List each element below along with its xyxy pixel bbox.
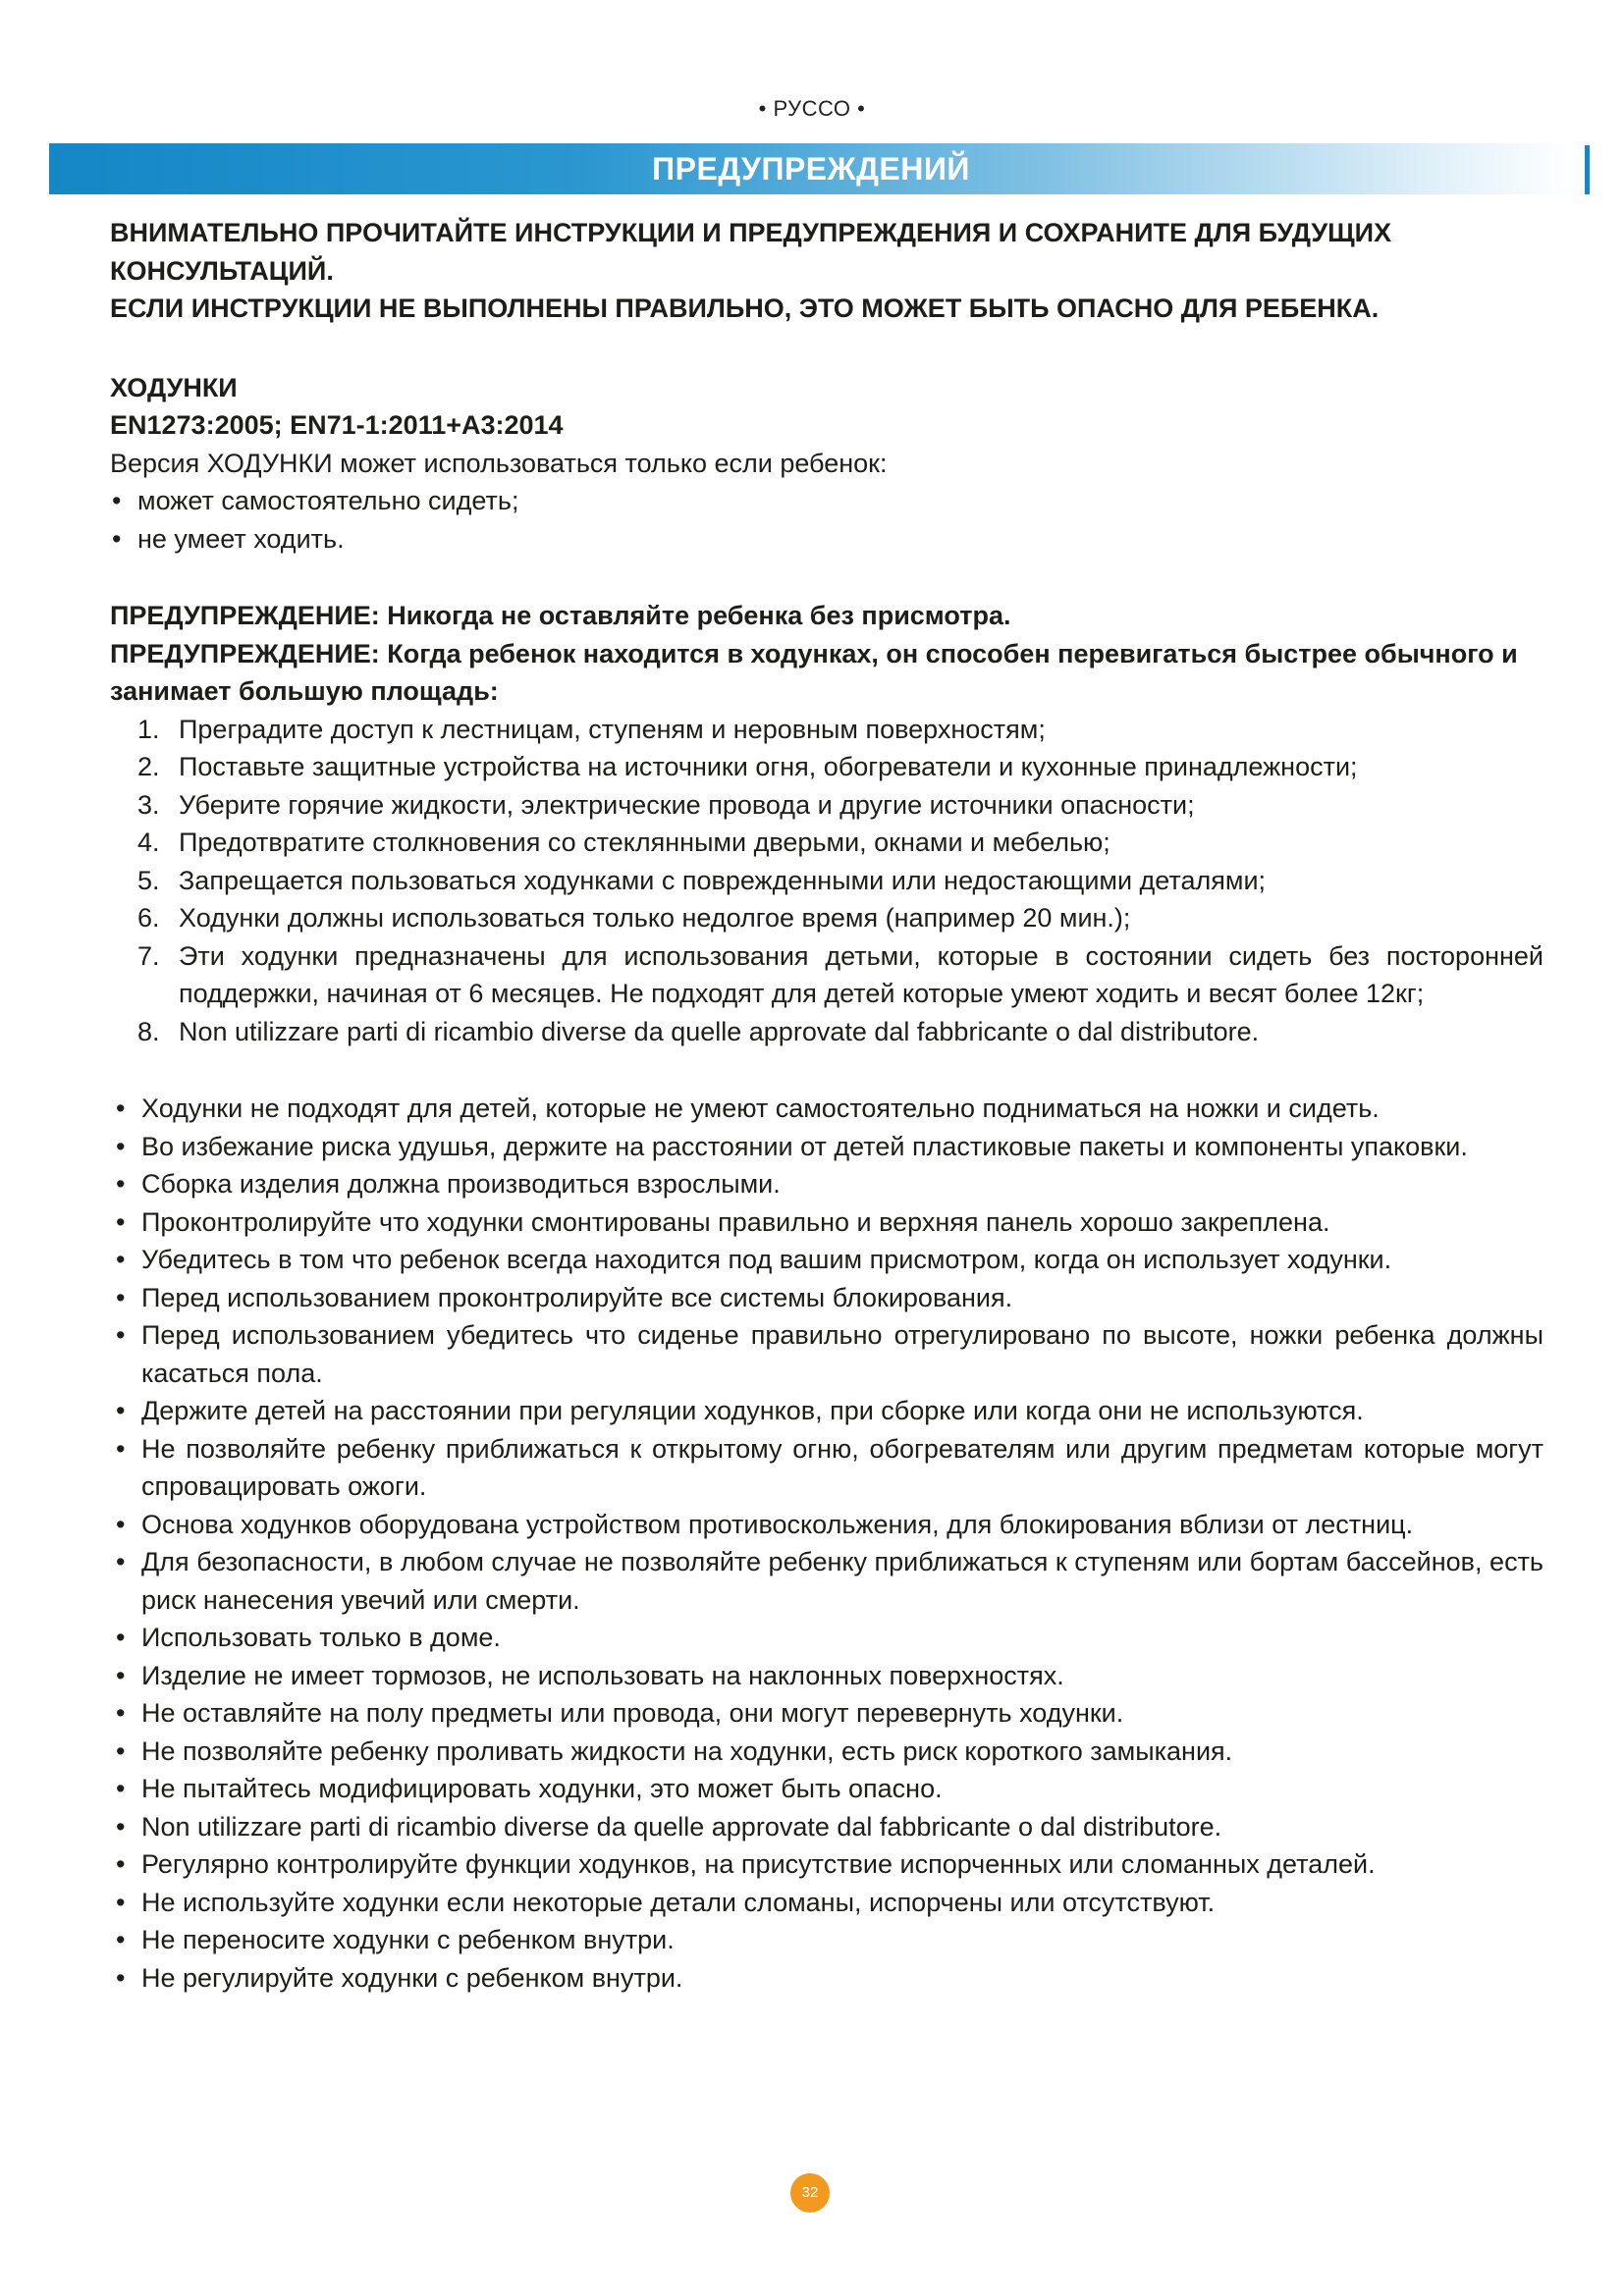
bullet-text: Использовать только в доме. [141,1623,501,1652]
item-number: 8. [137,1016,160,1046]
bullet-icon: • [116,1245,126,1274]
bullet-item [98,1392,1543,1430]
bullet-item [98,1808,1543,1846]
bullet-icon: • [116,1131,126,1161]
item-number: 3. [137,789,160,820]
numbered-item [110,786,1543,825]
bullet-text: Не переносите ходунки с ребенком внутри. [141,1925,675,1954]
bullet-text: Не пытайтесь модифицировать ходунки, это может быть опасно. [141,1774,943,1803]
bullet-item [98,1921,1543,1959]
bullet-text: Не оставляйте на полу предметы или провода, они могут перевернуть ходунки. [141,1698,1124,1728]
conditions-list [110,482,1543,558]
bullet-item [98,1241,1543,1279]
condition-item: • может самостоятельно сидеть; [110,482,1543,520]
item-text: Уберите горячие жидкости, электрические провода и другие источники опасности; [179,789,1195,820]
bullet-icon: • [116,1811,126,1842]
bullet-text: Держите детей на расстоянии при регуляции ходунков, при сборке или когда они не используются. [141,1396,1364,1425]
bullet-item [98,1316,1543,1392]
bullet-icon: • [116,1962,126,1993]
item-number: 1. [137,714,160,744]
bullet-item [98,1770,1543,1808]
bullet-icon: • [116,1169,126,1199]
bullet-icon: • [116,1698,126,1728]
item-text: Ходунки должны использоваться только недолгое время (например 20 мин.); [179,903,1131,933]
section-title: ХОДУНКИ [110,372,238,402]
bullet-text: Перед использованием убедитесь что сиденье правильно отрегулировано по высоте, ножки ребенка должны касаться пола. [141,1320,1543,1388]
numbered-item [110,899,1543,937]
numbered-item [110,1013,1543,1051]
language-label: • РУССО • [758,96,866,121]
bullet-icon: • [116,1282,126,1312]
bullet-icon: • [116,1320,126,1350]
intro-block [110,214,1543,328]
bullet-text: Ходунки не подходят для детей, которые не умеют самостоятельно подниматься на ножки и сидеть. [141,1094,1380,1123]
bullet-item [98,1657,1543,1695]
bullet-item [98,1165,1543,1203]
bullet-text: Non utilizzare parti di ricambio diverse da quelle approvate dal fabbricante o dal distributore. [141,1811,1222,1842]
bullet-item [98,1090,1543,1128]
item-text: Запрещается пользоваться ходунками с поврежденными или недостающими деталями; [179,865,1267,895]
document-body [110,214,1543,1997]
item-text: Поставьте защитные устройства на источники огня, обогреватели и кухонные принадлежности; [179,752,1358,781]
bullet-item [98,1959,1543,1998]
bullet-item [98,1619,1543,1657]
page-title: ПРЕДУПРЕЖДЕНИЙ [652,151,970,187]
bullet-item [98,1128,1543,1166]
bullet-text: Проконтролируйте что ходунки смонтированы правильно и верхняя панель хорошо закреплена. [141,1206,1330,1237]
bullet-icon: • [116,1509,126,1539]
bullet-item [98,1884,1543,1922]
bullet-text: Изделие не имеет тормозов, не использовать на наклонных поверхностях. [141,1660,1064,1690]
numbered-item [110,862,1543,900]
bullet-icon: • [116,1925,126,1954]
intro-line: ВНИМАТЕЛЬНО ПРОЧИТАЙТЕ ИНСТРУКЦИИ И ПРЕДУПРЕЖДЕНИЯ И СОХРАНИТЕ ДЛЯ БУДУЩИХ КОНСУЛЬТАЦИЙ. [110,218,1392,286]
bullet-item [98,1430,1543,1506]
condition-item: • не умеет ходить. [110,520,1543,559]
numbered-list [110,711,1543,1051]
bullet-text: Перед использованием проконтролируйте все системы блокирования. [141,1282,1013,1312]
bullet-text: Не используйте ходунки если некоторые детали сломаны, испорчены или отсутствуют. [141,1887,1216,1917]
bullet-icon: • [116,1774,126,1803]
bullet-icon: • [116,1206,126,1237]
safety-bullet-list [98,1090,1543,1997]
banner-edge-bar [1585,145,1590,194]
bullet-icon: • [116,1887,126,1917]
bullet-text: Не позволяйте ребенку приближаться к открытому огню, обогревателям или другим предметам которые могут спровацировать ожоги. [141,1433,1543,1501]
bullet-item [98,1506,1543,1544]
item-number: 6. [137,903,160,933]
bullet-item [98,1543,1543,1619]
bullet-icon: • [116,1396,126,1425]
page-number-badge: 32 [790,2173,830,2213]
numbered-item [110,824,1543,862]
warning-line: ПРЕДУПРЕЖДЕНИЕ: Когда ребенок находится в ходунках, он способен перевигаться быстрее обычного и занимает большую площадь: [110,638,1518,706]
bullet-item [98,1203,1543,1242]
intro-line: ЕСЛИ ИНСТРУКЦИИ НЕ ВЫПОЛНЕНЫ ПРАВИЛЬНО, ЭТО МОЖЕТ БЫТЬ ОПАСНО ДЛЯ РЕБЕНКА. [110,294,1380,323]
bullet-text: Сборка изделия должна производиться взрослыми. [141,1169,781,1199]
item-text: Non utilizzare parti di ricambio diverse da quelle approvate dal fabbricante o dal distributore. [179,1016,1260,1046]
section-banner [49,143,1573,194]
warning-line: ПРЕДУПРЕЖДЕНИЕ: Никогда не оставляйте ребенка без присмотра. [110,601,1011,630]
bullet-item [98,1694,1543,1733]
bullet-item [98,1279,1543,1317]
bullet-item [98,1845,1543,1884]
item-number: 2. [137,752,160,781]
bullet-icon: • [116,1660,126,1690]
standards-line: EN1273:2005; EN71-1:2011+A3:2014 [110,410,564,440]
numbered-item [110,748,1543,786]
bullet-text: Регулярно контролируйте функции ходунков, на присутствие испорченных или сломанных деталей. [141,1849,1376,1879]
bullet-icon: • [116,1433,126,1464]
item-text: Эти ходунки предназначены для использования детьми, которые в состоянии сидеть без посторонней поддержки, начиная от 6 месяцев. Не подходят для детей которые умеют ходить и весят более 12кг; [179,940,1543,1008]
bullet-text: Во избежание риска удушья, держите на расстоянии от детей пластиковые пакеты и компоненты упаковки. [141,1131,1468,1161]
bullet-icon: • [116,1849,126,1879]
bullet-text: Для безопасности, в любом случае не позволяйте ребенку приближаться к ступеням или бортам бассейнов, есть риск нанесения увечий или смерти. [141,1547,1543,1615]
bullet-icon: • [116,1547,126,1576]
numbered-item [110,937,1543,1013]
bullet-item [98,1733,1543,1771]
bullet-icon: • [116,1094,126,1123]
item-text: Предотвратите столкновения со стеклянными дверьми, окнами и мебелью; [179,828,1110,857]
bullet-icon: • [116,1735,126,1766]
numbered-item [110,711,1543,749]
bullet-text: Не позволяйте ребенку проливать жидкости на ходунки, есть риск короткого замыкания. [141,1735,1233,1766]
bullet-text: Не регулируйте ходунки с ребенком внутри. [141,1962,683,1993]
item-number: 4. [137,828,160,857]
bullet-icon: • [116,1623,126,1652]
bullet-text: Убедитесь в том что ребенок всегда находится под вашим присмотром, когда он использует ходунки. [141,1245,1392,1274]
warnings-block [110,597,1543,711]
item-number: 5. [137,865,160,895]
usage-intro: Версия ХОДУНКИ может использоваться только если ребенок: [110,448,888,478]
item-text: Преградите доступ к лестницам, ступеням и неровным поверхностям; [179,714,1046,744]
item-number: 7. [137,940,160,971]
bullet-text: Основа ходунков оборудована устройством противоскольжения, для блокирования вблизи от лестниц. [141,1509,1414,1539]
